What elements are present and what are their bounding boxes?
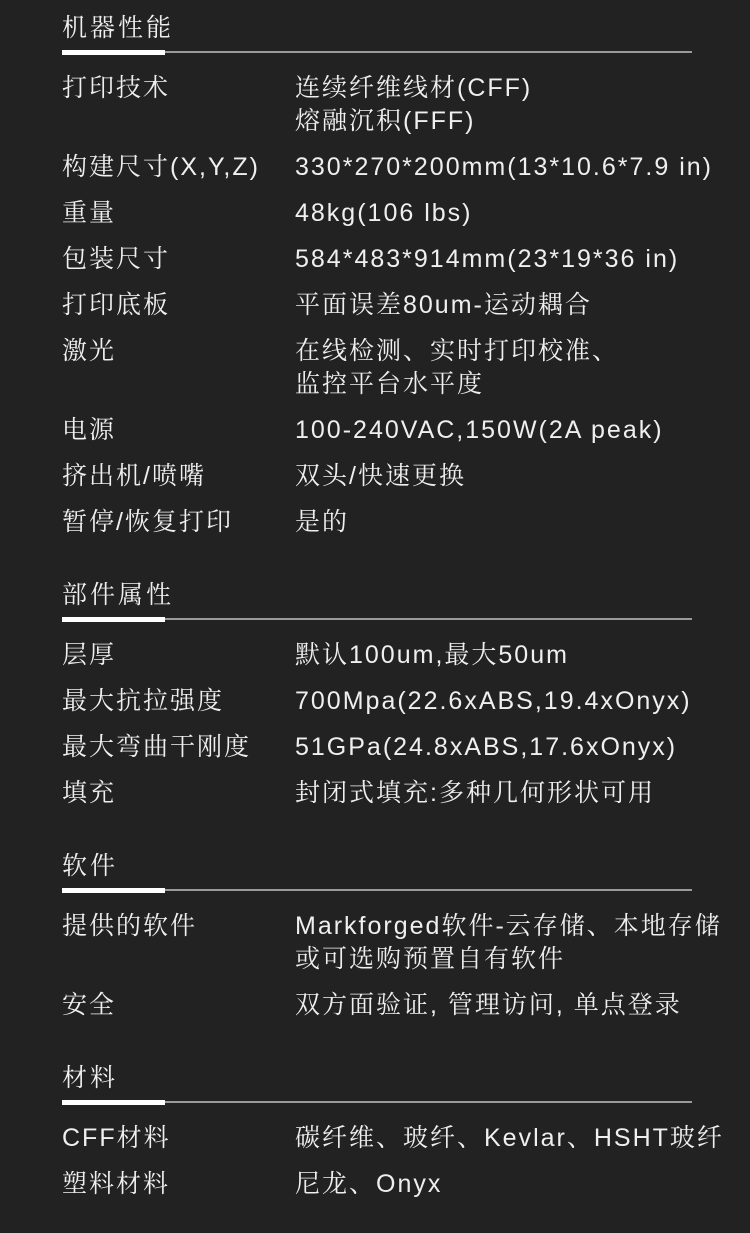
- section-rows: [62, 1122, 724, 1201]
- row-label: CFF材料: [62, 1124, 171, 1152]
- section-divider: [62, 1100, 692, 1105]
- section-title: 机器性能: [62, 14, 175, 42]
- spec-row: [62, 460, 692, 493]
- row-value: [295, 777, 692, 810]
- value-line: 700Mpa(22.6xABS,19.4xOnyx): [295, 687, 692, 715]
- spec-row: [62, 685, 692, 718]
- value-line: 平面误差80um-运动耦合: [295, 291, 592, 319]
- value-line: 48kg(106 lbs): [295, 199, 473, 227]
- spec-row: [62, 1122, 724, 1155]
- row-label: 暂停/恢复打印: [62, 508, 233, 536]
- section-divider-accent: [62, 617, 165, 622]
- section-title: 部件属性: [62, 581, 175, 609]
- row-value: [295, 197, 692, 230]
- value-line: 连续纤维线材(CFF): [295, 74, 533, 102]
- spec-section: [62, 852, 722, 1022]
- spec-row: [62, 243, 692, 276]
- section-divider-accent: [62, 1100, 165, 1105]
- row-value: [295, 1122, 724, 1155]
- row-label: 塑料材料: [62, 1170, 171, 1198]
- spec-row: [62, 414, 692, 447]
- row-label: 构建尺寸(X,Y,Z): [62, 153, 260, 181]
- row-label: 最大抗拉强度: [62, 687, 225, 715]
- spec-section: [62, 581, 692, 810]
- value-line: 在线检测、实时打印校准、: [295, 337, 620, 365]
- row-value: [295, 243, 692, 276]
- spec-section: [62, 1064, 724, 1201]
- value-line: 默认100um,最大50um: [295, 641, 569, 669]
- spec-section: [62, 14, 713, 539]
- row-value: [295, 989, 692, 1022]
- row-value: [295, 639, 692, 672]
- value-line: 584*483*914mm(23*19*36 in): [295, 245, 680, 273]
- spec-row: [62, 731, 692, 764]
- value-line: 51GPa(24.8xABS,17.6xOnyx): [295, 733, 678, 761]
- spec-row: [62, 989, 692, 1022]
- spec-row: [62, 506, 692, 539]
- spec-row: [62, 910, 722, 976]
- row-label: 挤出机/喷嘴: [62, 462, 206, 490]
- section-title: 软件: [62, 852, 119, 880]
- row-value: [295, 1168, 692, 1201]
- row-value: [295, 910, 722, 976]
- row-label: 重量: [62, 199, 117, 227]
- value-line: 碳纤维、玻纤、Kevlar、HSHT玻纤: [295, 1124, 724, 1152]
- value-line: 监控平台水平度: [295, 370, 485, 398]
- row-value: [295, 414, 692, 447]
- spec-row: [62, 151, 713, 184]
- row-label: 打印技术: [62, 74, 171, 102]
- row-label: 电源: [62, 416, 117, 444]
- value-line: 或可选购预置自有软件: [295, 945, 566, 973]
- value-line: 330*270*200mm(13*10.6*7.9 in): [295, 153, 713, 181]
- row-value: [295, 151, 713, 184]
- row-label: 激光: [62, 337, 117, 365]
- spec-row: [62, 639, 692, 672]
- row-value: [295, 731, 692, 764]
- value-line: 双头/快速更换: [295, 462, 466, 490]
- row-value: [295, 506, 692, 539]
- section-title: 材料: [62, 1064, 119, 1092]
- value-line: 熔融沉积(FFF): [295, 107, 476, 135]
- value-line: 100-240VAC,150W(2A peak): [295, 416, 664, 444]
- row-value: [295, 685, 692, 718]
- section-divider-accent: [62, 50, 165, 55]
- row-label: 包装尺寸: [62, 245, 171, 273]
- value-line: 是的: [295, 508, 350, 536]
- row-value: [295, 72, 692, 138]
- section-rows: [62, 910, 722, 1022]
- section-divider-accent: [62, 888, 165, 893]
- section-rows: [62, 639, 692, 810]
- value-line: 封闭式填充:多种几何形状可用: [295, 779, 655, 807]
- spec-row: [62, 72, 692, 138]
- spec-row: [62, 335, 692, 401]
- spec-row: [62, 289, 692, 322]
- value-line: Markforged软件-云存储、本地存储: [295, 912, 722, 940]
- value-line: 尼龙、Onyx: [295, 1170, 443, 1198]
- spec-row: [62, 1168, 692, 1201]
- section-rows: [62, 72, 713, 539]
- row-label: 打印底板: [62, 291, 171, 319]
- row-label: 最大弯曲干刚度: [62, 733, 252, 761]
- row-value: [295, 289, 692, 322]
- value-line: 双方面验证, 管理访问, 单点登录: [295, 991, 682, 1019]
- spec-row: [62, 197, 692, 230]
- row-value: [295, 335, 692, 401]
- row-value: [295, 460, 692, 493]
- section-divider: [62, 50, 692, 55]
- row-label: 层厚: [62, 641, 117, 669]
- spec-row: [62, 777, 692, 810]
- section-divider: [62, 888, 692, 893]
- row-label: 填充: [62, 779, 117, 807]
- section-divider: [62, 617, 692, 622]
- row-label: 安全: [62, 991, 117, 1019]
- row-label: 提供的软件: [62, 912, 198, 940]
